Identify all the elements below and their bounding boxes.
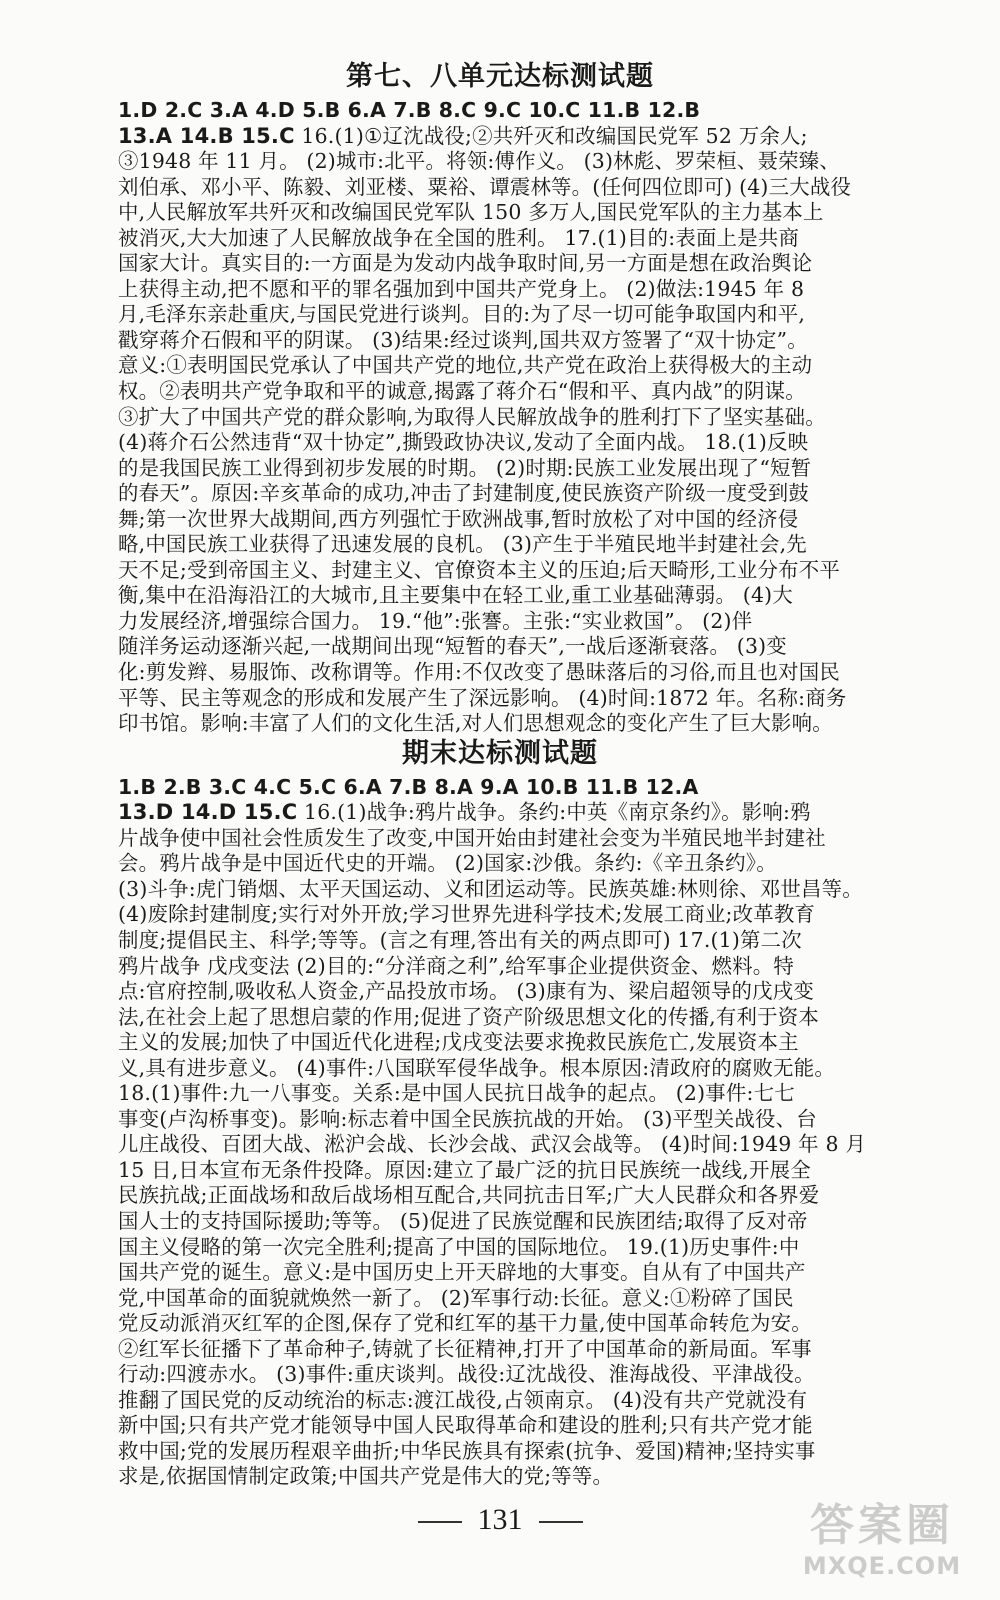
text-line: 18.(1)事件:九一八事变。关系:是中国人民抗日战争的起点。 (2)事件:七七: [118, 1081, 795, 1106]
text-line: 中,人民解放军共歼灭和改编国民党军队 150 多万人,国民党军队的主力基本上: [118, 200, 824, 225]
page-number-right-dash: [539, 1521, 583, 1523]
answer-row-13-16: [118, 800, 811, 826]
text-line: 儿庄战役、百团大战、淞沪会战、长沙会战、武汉会战等。 (4)时间:1949 年 8 月: [118, 1132, 866, 1157]
text-line: 制度;提倡民主、科学;等等。(言之有理,答出有关的两点即可) 17.(1)第二次: [118, 927, 802, 952]
text-line: 法,在社会上起了思想启蒙的作用;促进了资产阶级思想文化的传播,有利于资本: [118, 1004, 819, 1029]
text-line: (4)废除封建制度;实行对外开放;学习世界先进科学技术;发展工商业;改革教育: [118, 902, 816, 927]
text-line: 国共产党的诞生。意义:是中国历史上开天辟地的大事变。自从有了中国共产: [118, 1260, 806, 1285]
text-line: 党,中国革命的面貌就焕然一新了。 (2)军事行动:长征。意义:①粉碎了国民: [118, 1285, 794, 1310]
text-line: 救中国;党的发展历程艰辛曲折;中华民族具有探索(抗争、爱国)精神;坚持实事: [118, 1438, 816, 1463]
site-watermark: [782, 1500, 982, 1590]
text-line: (4)蒋介石公然违背“双十协定”,撕毁政协决议,发动了全面内战。 18.(1)反映: [118, 430, 809, 455]
section-title-unit-7-8: 第七、八单元达标测试题: [346, 61, 654, 92]
text-line: 印书馆。影响:丰富了人们的文化生活,对人们思想观念的变化产生了巨大影响。: [118, 711, 833, 736]
text-line: ②红军长征播下了革命种子,铸就了长征精神,打开了中国革命的新局面。军事: [118, 1336, 812, 1361]
text-line: 主义的发展;加快了中国近代化进程;戊戌变法要求挽救民族危亡,发展资本主: [118, 1030, 799, 1055]
text-line: 被消灭,大大加速了人民解放战争在全国的胜利。 17.(1)目的:表面上是共商: [118, 225, 800, 250]
text-line: 16.(1)战争:鸦片战争。条约:中英《南京条约》。影响:鸦: [304, 800, 811, 825]
watermark-url: MXQE.COM: [802, 1552, 962, 1580]
text-line: (3)斗争:虎门销烟、太平天国运动、义和团运动等。民族英雄:林则徐、邓世昌等。: [118, 876, 863, 901]
text-line: 天不足;受到帝国主义、封建主义、官僚资本主义的压迫;后天畸形,工业分布不平: [118, 557, 840, 582]
text-line: 刘伯承、邓小平、陈毅、刘亚楼、粟裕、谭震林等。(任何四位即可) (4)三大战役: [118, 174, 852, 199]
answer-line: 1.D 2.C 3.A 4.D 5.B 6.A 7.B 8.C 9.C 10.C 11.B 12.B: [118, 98, 701, 122]
text-line: 平等、民主等观念的形成和发展产生了深远影响。 (4)时间:1872 年。名称:商务: [118, 685, 847, 710]
text-line: 意义:①表明国民党承认了中国共产党的地位,共产党在政治上获得极大的主动: [118, 353, 813, 378]
text-line: 求是,依据国情制定政策;中国共产党是伟大的党;等等。: [118, 1464, 614, 1489]
text-line: 力发展经济,增强综合国力。 19.“他”:张謇。主张:“实业救国”。 (2)伴: [118, 608, 753, 633]
text-line: 国人士的支持国际援助;等等。 (5)促进了民族觉醒和民族团结;取得了反对帝: [118, 1208, 808, 1233]
text-line: 舞;第一次世界大战期间,西方列强忙于欧洲战事,暂时放松了对中国的经济侵: [118, 506, 799, 531]
answer-line: 1.B 2.B 3.C 4.C 5.C 6.A 7.B 8.A 9.A 10.B 11.B 12.A: [118, 774, 699, 799]
text-line: 新中国;只有共产党才能领导中国人民取得革命和建设的胜利;只有共产党才能: [118, 1413, 813, 1438]
section-title-final-exam: 期末达标测试题: [402, 737, 598, 769]
text-line: 衡,集中在沿海沿江的大城市,且主要集中在轻工业,重工业基础薄弱。 (4)大: [118, 583, 793, 608]
text-line: 推翻了国民党的反动统治的标志:渡江战役,占领南京。 (4)没有共产党就没有: [118, 1387, 808, 1412]
text-line: 点:官府控制,吸收私人资金,产品投放市场。 (3)康有为、梁启超领导的戊戌变: [118, 979, 814, 1004]
text-line: 戳穿蒋介石假和平的阴谋。 (3)结果:经过谈判,国共双方签署了“双十协定”。: [118, 327, 808, 352]
text-line: 党反动派消灭红军的企图,保存了党和红军的基干力量,使中国革命转危为安。: [118, 1311, 812, 1336]
answer-line: 13.D 14.D 15.C: [118, 800, 298, 825]
page-number-left-dash: [418, 1521, 462, 1523]
text-line: 行动:四渡赤水。 (3)事件:重庆谈判。战役:辽沈战役、淮海战役、平津战役。: [118, 1362, 815, 1387]
text-line: 化:剪发辫、易服饰、改称谓等。作用:不仅改变了愚昧落后的习俗,而且也对国民: [118, 660, 840, 685]
text-line: ③扩大了中国共产党的群众影响,为取得人民解放战争的胜利打下了坚实基础。: [118, 404, 826, 429]
text-line: 事变(卢沟桥事变)。影响:标志着中国全民族抗战的开始。 (3)平型关战役、台: [118, 1106, 817, 1131]
text-line: 片战争使中国社会性质发生了改变,中国开始由封建社会变为半殖民地半封建社: [118, 825, 826, 850]
page-number-text: 131: [477, 1503, 523, 1536]
text-line: 国家大计。真实目的:一方面是为发动内战争取时间,另一方面是想在政治舆论: [118, 251, 813, 276]
text-line: 随洋务运动逐渐兴起,一战期间出现“短暂的春天”,一战后逐渐衰落。 (3)变: [118, 634, 787, 659]
text-line: 的是我国民族工业得到初步发展的时期。 (2)时期:民族工业发展出现了“短暂: [118, 455, 812, 480]
answer-row-13-16: [118, 124, 808, 150]
text-line: ③1948 年 11 月。 (2)城市:北平。将领:傅作义。 (3)林彪、罗荣桓、聂荣臻、: [118, 149, 841, 174]
text-line: 月,毛泽东亲赴重庆,与国民党进行谈判。目的:为了尽一切可能争取国内和平,: [118, 302, 806, 327]
text-line: 民族抗战;正面战场和敌后战场相互配合,共同抗击日军;广大人民群众和各界爱: [118, 1183, 820, 1208]
answer-line: 13.A 14.B 15.C: [118, 123, 295, 148]
text-line: 的春天”。原因:辛亥革命的成功,冲击了封建制度,使民族资产阶级一度受到鼓: [118, 481, 810, 506]
text-line: 15 日,日本宣布无条件投降。原因:建立了最广泛的抗日民族统一战线,开展全: [118, 1157, 811, 1182]
text-line: 上获得主动,把不愿和平的罪名强加到中国共产党身上。 (2)做法:1945 年 8: [118, 276, 805, 301]
text-line: 鸦片战争 戊戌变法 (2)目的:“分洋商之利”,给军事企业提供资金、燃料。特: [118, 953, 795, 978]
text-line: 国主义侵略的第一次完全胜利;提高了中国的国际地位。 19.(1)历史事件:中: [118, 1234, 800, 1259]
text-line: 略,中国民族工业获得了迅速发展的良机。 (3)产生于半殖民地半封建社会,先: [118, 532, 807, 557]
text-line: 16.(1)①辽沈战役;②共歼灭和改编国民党军 52 万余人;: [301, 123, 808, 148]
text-line: 会。鸦片战争是中国近代史的开端。 (2)国家:沙俄。条约:《辛丑条约》。: [118, 851, 777, 876]
text-line: 权。②表明共产党争取和平的诚意,揭露了蒋介石“假和平、真内战”的阴谋。: [118, 379, 806, 404]
text-line: 义,具有进步意义。 (4)事件:八国联军侵华战争。根本原因:清政府的腐败无能。: [118, 1055, 835, 1080]
watermark-logo: 答案圈: [810, 1500, 954, 1551]
